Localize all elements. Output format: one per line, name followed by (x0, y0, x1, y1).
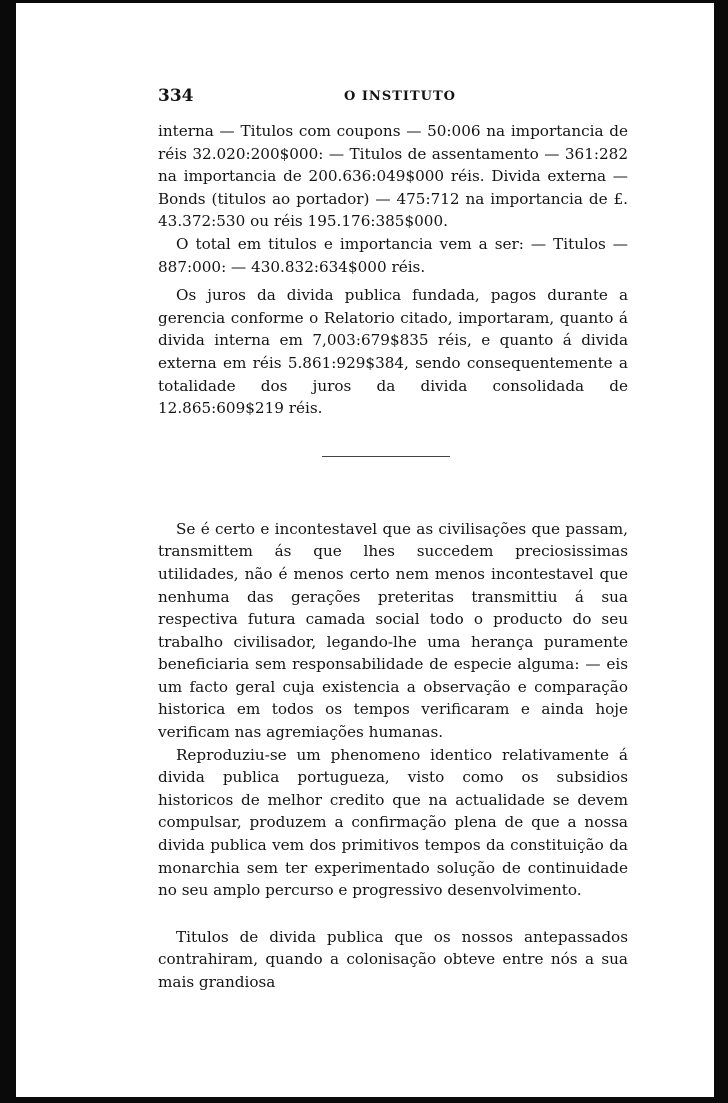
scan-border-left (0, 0, 16, 1103)
scan-border-top (0, 0, 728, 3)
running-title: O INSTITUTO (344, 89, 456, 104)
paragraph-continued: interna — Titulos com coupons — 50:006 na importancia de réis 32.020:200$000: — Titulos de assentamento — 361:282 na importancia de 200.636:049$000 réis. Divida externa — Bonds (titulos ao portador) — 475:712 na importancia de £. 43.372:530 ou réis 195.176:385$000. (158, 122, 628, 231)
section-divider (158, 420, 628, 518)
paragraph-total: O total em titulos e importancia vem a ser: — Titulos — 887:000: — 430.832:634$000 réis. (158, 234, 628, 276)
paragraph-civilisations: Se é certo e incontestavel que as civilisações que passam, transmittem ás que lhes succedem preciosissimas utilidades, não é menos certo nem menos incontestavel que nenhuma das gerações preteritas transmittiu á sua respectiva futura camada social todo o producto do seu trabalho civilisador, legando-lhe uma herança puramente beneficiaria sem responsabilidade de especie alguma: — eis um facto geral cuja existencia a observação e comparação historica em todos os tempos verificaram e ainda hoje verificam nas agremiações humanas. (158, 519, 628, 742)
spacer (158, 902, 628, 926)
divider-rule (322, 456, 450, 457)
paragraph-public-debt: Reproduziu-se um phenomeno identico relativamente á divida publica portugueza, visto como os subsidios historicos de melhor credito que na actualidade se devem compulsar, produzem a confirmação plena de que a nossa divida publica vem dos primitivos tempos da constituição da monarchia sem ter experimentado solução de continuidade no seu amplo percurso e progressivo desenvolvimento. (158, 745, 628, 900)
page-header (158, 86, 628, 110)
paragraph-interest: Os juros da divida publica fundada, pagos durante a gerencia conforme o Relatorio citado, importaram, quanto á divida interna em 7,003:679$835 réis, e quanto á divida externa em réis 5.861:929$384, sendo consequentemente a totalidade dos juros da divida consolidada de 12.865:609$219 réis. (158, 286, 628, 418)
scan-border-right (714, 0, 728, 1103)
page-number: 334 (158, 86, 194, 106)
paragraph-titles: Titulos de divida publica que os nossos antepassados contrahiram, quando a colonisação obteve entre nós a sua mais grandiosa (158, 927, 628, 991)
page-body (158, 120, 628, 994)
scan-border-bottom (0, 1097, 728, 1103)
